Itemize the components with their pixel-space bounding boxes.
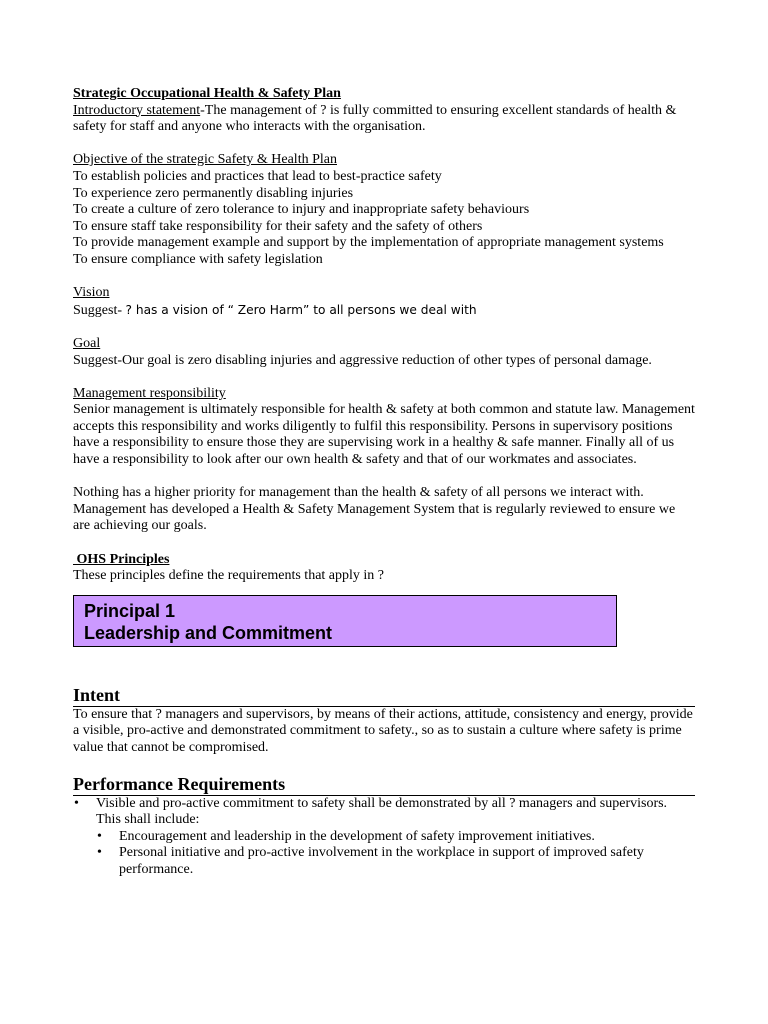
goal-text: Suggest-Our goal is zero disabling injuries and aggressive reduction of other types of personal damage. bbox=[73, 352, 652, 368]
intent-text: To ensure that ? managers and supervisors, by means of their actions, attitude, consistency and energy, provide a visible, pro-active and demonstrated commitment to safety., so as to sustain a culture where safety is prime value that cannot be compromised. bbox=[73, 706, 693, 755]
principle-number: Principal 1 bbox=[84, 600, 176, 621]
intro-text: -The management of ? is fully committed to ensuring excellent standards of health & safety for staff and anyone who interacts with the organisation. bbox=[73, 102, 677, 135]
objective-item: To create a culture of zero tolerance to injury and inappropriate safety behaviours bbox=[73, 202, 530, 218]
ohs-heading: OHS Principles bbox=[73, 551, 170, 567]
management-heading: Management responsibility bbox=[73, 385, 226, 401]
document-title: Strategic Occupational Health & Safety Plan bbox=[73, 86, 341, 101]
document-body bbox=[73, 86, 695, 879]
performance-subitem: • Personal initiative and pro-active involvement in the workplace in support of improved safety performance. bbox=[96, 845, 695, 878]
intro-label: Introductory statement bbox=[73, 102, 201, 118]
vision-prefix: Suggest- bbox=[73, 302, 126, 318]
performance-heading: Performance Requirements bbox=[73, 774, 695, 796]
performance-sublist bbox=[96, 829, 695, 879]
spacer bbox=[73, 469, 695, 486]
performance-list bbox=[73, 796, 695, 879]
performance-subitem: • Encouragement and leadership in the development of safety improvement initiatives. bbox=[96, 829, 695, 846]
spacer bbox=[73, 319, 695, 336]
vision-paragraph bbox=[73, 302, 695, 320]
performance-item-text: Visible and pro-active commitment to safety shall be demonstrated by all ? managers and supervisors. This shall include: bbox=[96, 795, 668, 828]
vision-text: ? has a vision of “ Zero Harm” to all persons we deal with bbox=[125, 302, 477, 317]
vision-heading: Vision bbox=[73, 285, 110, 301]
objective-item: To provide management example and support by the implementation of appropriate management systems bbox=[73, 235, 664, 251]
principle-box bbox=[73, 595, 617, 647]
intent-heading: Intent bbox=[73, 685, 695, 707]
intro-paragraph bbox=[73, 103, 695, 136]
principle-title: Leadership and Commitment bbox=[84, 622, 333, 643]
spacer bbox=[73, 369, 695, 386]
performance-item bbox=[73, 796, 695, 879]
objective-item: To experience zero permanently disabling injuries bbox=[73, 185, 354, 201]
spacer bbox=[73, 136, 695, 153]
goal-heading: Goal bbox=[73, 335, 101, 351]
objective-item: To ensure staff take responsibility for their safety and the safety of others bbox=[73, 218, 483, 234]
spacer bbox=[73, 269, 695, 286]
management-paragraph: Nothing has a higher priority for management than the health & safety of all persons we interact with. Management has developed a Health & Safety Management System that is regularly reviewed to ensure we are achieving our goals. bbox=[73, 485, 676, 534]
management-paragraph: Senior management is ultimately responsible for health & safety at both common and statute law. Management accepts this responsibility and works diligently to fulfil this responsibility. Persons in supervisory positions have a responsibility to ensure those they are supervising work in a healthy & safe manner. Finally all of us have a responsibility to look after our own health & safety and that of our workmates and associates. bbox=[73, 402, 695, 468]
objective-heading: Objective of the strategic Safety & Health Plan bbox=[73, 152, 337, 168]
spacer bbox=[73, 535, 695, 552]
objective-item: To establish policies and practices that lead to best-practice safety bbox=[73, 168, 442, 184]
objective-item: To ensure compliance with safety legislation bbox=[73, 251, 323, 267]
ohs-text: These principles define the requirements that apply in ? bbox=[73, 568, 385, 584]
